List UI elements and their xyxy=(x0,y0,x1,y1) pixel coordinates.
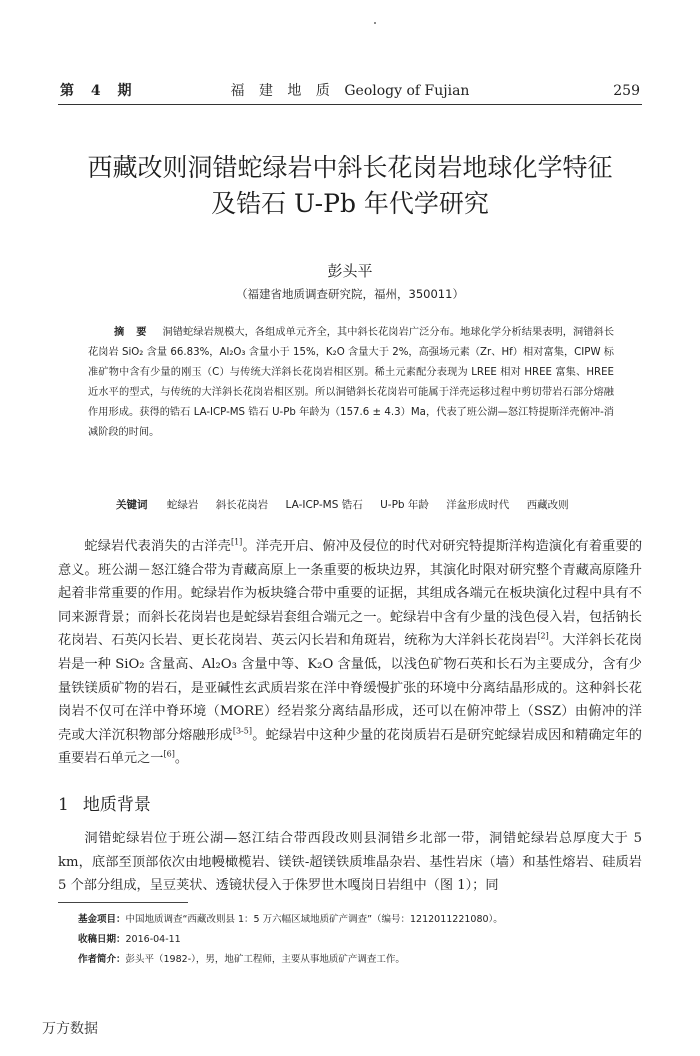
received-note: 收稿日期：2016-04-11 xyxy=(78,934,181,945)
watermark: 万方数据 xyxy=(42,1021,98,1037)
header-rule xyxy=(58,104,642,105)
introduction xyxy=(58,535,642,771)
issue-number: 第 4 期 xyxy=(60,83,138,99)
section-number: 1 xyxy=(58,795,69,815)
scan-speck xyxy=(374,22,376,24)
keywords-label: 关键词 xyxy=(116,499,148,511)
keyword: 洋盆形成时代 xyxy=(446,499,510,511)
citation: [1] xyxy=(230,537,243,547)
journal-name-en: Geology of Fujian xyxy=(344,83,470,99)
author-name: 彭头平 xyxy=(327,262,373,280)
keywords xyxy=(116,496,636,514)
fund-note: 基金项目：中国地质调查“西藏改则县 1：5 万六幅区域地质矿产调查”（编号：1212011221080）。 xyxy=(78,914,503,925)
keyword: U-Pb 年龄 xyxy=(380,499,429,511)
author-affiliation: （福建省地质调查研究院，福州，350011） xyxy=(236,287,464,301)
journal-name-cn: 福 建 地 质 xyxy=(230,83,335,99)
keyword: LA-ICP-MS 锆石 xyxy=(285,499,363,511)
author-note: 作者简介：彭头平（1982-），男，地矿工程师，主要从事地质矿产调查工作。 xyxy=(78,954,405,965)
article-title xyxy=(40,150,660,222)
footnotes xyxy=(78,910,642,970)
section-heading xyxy=(58,793,151,817)
section-paragraph: 洞错蛇绿岩位于班公湖—怒江结合带西段改则县洞错乡北部一带，洞错蛇绿岩总厚度大于 5 km，底部至顶部依次由地幔橄榄岩、镁铁-超镁铁质堆晶杂岩、基性岩床（墙）和基性熔岩、硅质岩 5 个部分组成，呈豆荚状、透镜状侵入于侏罗世木嘎岗日岩组中（图 1）；同 xyxy=(58,831,642,894)
title-line-1: 西藏改则洞错蛇绿岩中斜长花岗岩地球化学特征 xyxy=(87,153,613,182)
running-header xyxy=(60,82,640,104)
section-title: 地质背景 xyxy=(82,795,151,815)
section-body xyxy=(58,827,642,898)
abstract-label: 摘要 xyxy=(114,327,159,338)
journal-name xyxy=(60,82,640,100)
abstract xyxy=(88,323,614,443)
keyword: 斜长花岗岩 xyxy=(215,499,269,511)
page-number: 259 xyxy=(613,83,640,99)
citation: [6] xyxy=(163,749,175,759)
intro-paragraph: 蛇绿岩代表消失的古洋壳[1]。洋壳开启、俯冲及侵位的时代对研究特提斯洋构造演化有着重要的意义。班公湖－怒江缝合带为青藏高原上一条重要的板块边界，其演化时限对研究整个青藏高原隆升起着非常重要的作用。蛇绿岩作为板块缝合带中重要的证据，其组成各端元在板块演化过程中具有不同来源背景；而斜长花岗岩也是蛇绿岩套组合端元之一。蛇绿岩中含有少量的浅色侵入岩，包括钠长花岗岩、石英闪长岩、更长花岗岩、英云闪长岩和角斑岩，统称为大洋斜长花岗岩[2]。大洋斜长花岗岩是一种 SiO₂ 含量高、Al₂O₃ 含量中等、K₂O 含量低，以浅色矿物石英和长石为主要成分，含有少量铁镁质矿物的岩石，是亚碱性玄武质岩浆在洋中脊缓慢扩张的环境中分离结晶形成的。这种斜长花岗岩不仅可在洋中脊环境（MORE）经岩浆分离结晶形成，还可以在俯冲带上（SSZ）由俯冲的洋壳或大洋沉积物部分熔融形成[3-5]。蛇绿岩中这种少量的花岗质岩石是研究蛇绿岩成因和精确定年的重要岩石单元之一[6]。 xyxy=(58,537,643,767)
title-line-2: 及锆石 U-Pb 年代学研究 xyxy=(211,189,489,218)
footnote-rule xyxy=(58,902,188,903)
citation: [2] xyxy=(537,631,549,641)
keyword: 蛇绿岩 xyxy=(166,499,199,511)
abstract-text: 洞错蛇绿岩规模大，各组成单元齐全，其中斜长花岗岩广泛分布。地球化学分析结果表明，洞错斜长花岗岩 SiO₂ 含量 66.83%，Al₂O₃ 含量小于 15%，K₂O 含量大于 2%，高强场元素（Zr、Hf）相对富集，CIPW 标准矿物中含有少量的刚玉（C）与传统大洋斜长花岗岩相区别。稀土元素配分表现为 LREE 相对 HREE 富集、HREE 近水平的型式，与传统的大洋斜长花岗岩相区别。所以洞错斜长花岗岩可能属于洋壳运移过程中剪切带岩石部分熔融作用形成。获得的锆石 LA-ICP-MS 锆石 U-Pb 年龄为（157.6 ± 4.3）Ma，代表了班公湖—怒江特提斯洋壳俯冲-消减阶段的时间。 xyxy=(88,327,615,438)
keyword: 西藏改则 xyxy=(526,499,569,511)
citation: [3-5] xyxy=(232,726,252,736)
